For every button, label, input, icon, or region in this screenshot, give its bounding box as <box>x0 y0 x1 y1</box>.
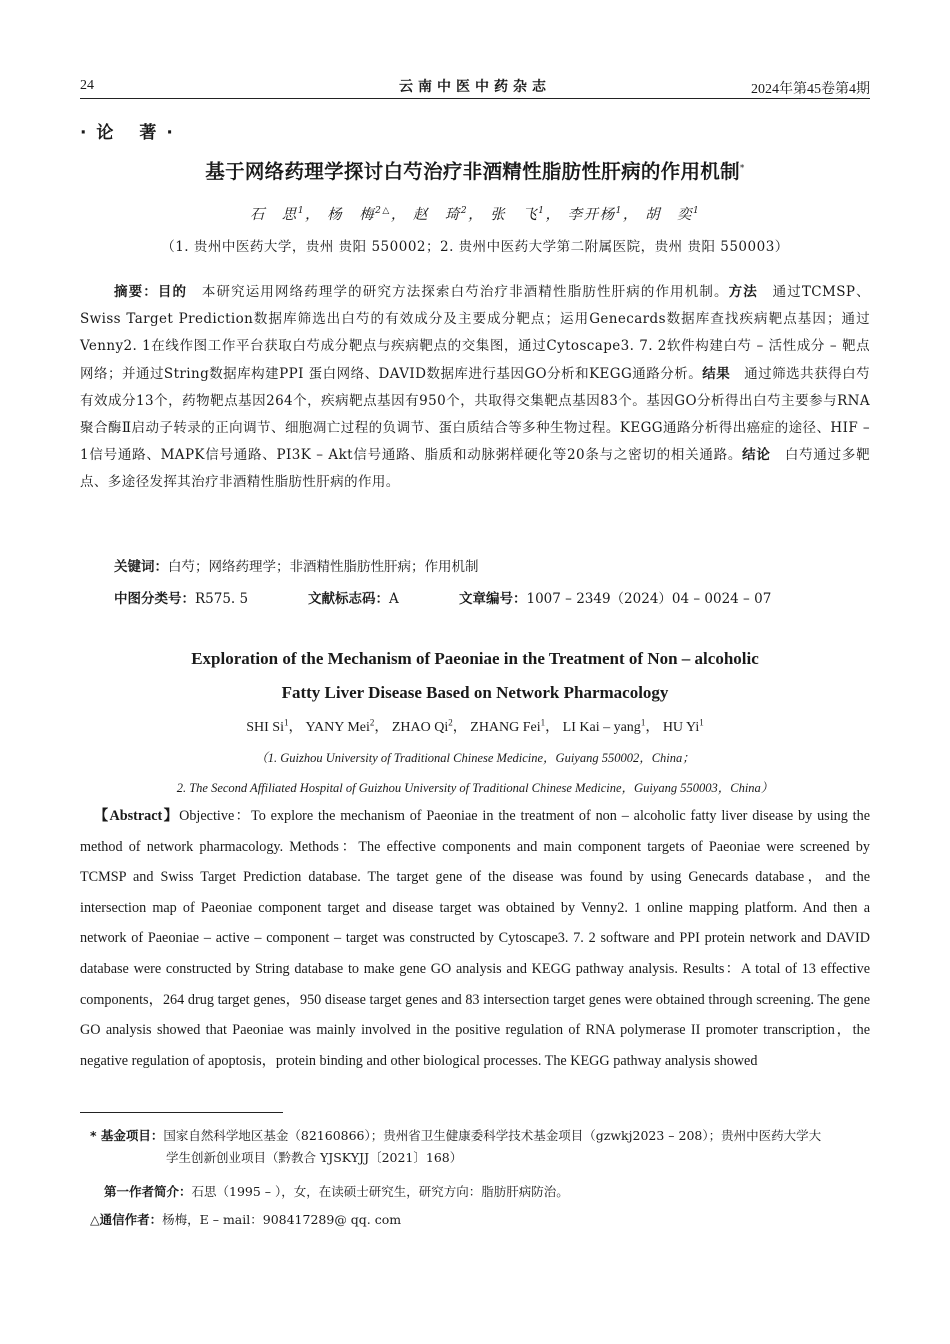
title-chinese-text: 基于网络药理学探讨白芍治疗非酒精性脂肪性肝病的作用机制 <box>205 160 740 183</box>
authors-english: SHI Si$^1$， YANY Mei$^2$， ZHAO Qi$^2$， ZHANG Fei$^1$， LI Kai – yang$^1$， HU Yi$^1$ <box>246 717 704 735</box>
author-cn-5: 李开杨$^1$ <box>567 206 623 223</box>
keywords-text: 白芍；网络药理学；非酒精性脂肪性肝病；作用机制 <box>168 559 479 575</box>
running-header <box>80 76 870 99</box>
keywords-label: 关键词： <box>114 559 168 575</box>
author-en-6: HU Yi$^1$ <box>662 717 704 735</box>
article-number: 文章编号：1007 – 2349（2024）04 – 0024 – 07 <box>459 591 772 607</box>
journal-name: 云南中医中药杂志 <box>399 79 551 95</box>
author-cn-4: 张 飞$^1$ <box>490 206 546 223</box>
title-english-line-2: Fatty Liver Disease Based on Network Pharmacology <box>281 683 669 702</box>
affiliations-chinese: （1. 贵州中医药大学，贵州 贵阳 550002；2. 贵州中医药大学第二附属医院，贵州 贵阳 550003） <box>161 239 789 255</box>
abstract-en-text: Objective：To explore the mechanism of Paeoniae in the treatment of non – alcoholic fatty liver disease by using the method of network pharmacology. Methods：The effective components and main component targets of Paeoniae were screened by TCMSP and Swiss Target Prediction database. The target gene of the disease was found by using Genecards database，and the intersection map of Paeoniae component target and disease target was obtained by Venny2. 1 online mapping platform. And then a network of Paeoniae – active – component – target was constructed by Cytoscape3. 7. 2 software and PPI protein network and DAVID database were constructed by String database to make gene GO analysis and KEGG pathway analysis. Results：A total of 13 effective components，264 drug target genes，950 disease target genes and 83 intersection target genes were obtained through screening. The gene GO analysis showed that Paeoniae was mainly involved in the positive regulation of RNA polymerase II promoter transcription，the negative regulation of apoptosis，protein binding and other biological processes. The KEGG pathway analysis showed <box>80 808 871 1069</box>
results-text: 通过筛选共获得白芍有效成分13个，药物靶点基因264个，疾病靶点基因有950个，共取得交集靶点基因83个。基因GO分析得出白芍主要参与RNA聚合酶Ⅱ启动子转录的正向调节、细胞凋亡过程的负调节、蛋白质结合等多种生物过程。KEGG通路分析得出癌症的途径、HIF – 1信号通路、MAPK信号通路、PI3K – Akt信号通路、脂质和动脉粥样硬化等20条与之密切的相关通路。 <box>80 365 870 464</box>
keywords <box>114 555 479 575</box>
abstract-english <box>80 801 870 1076</box>
section-label <box>80 118 175 143</box>
objective-label: 目的 <box>157 284 188 300</box>
author-en-1: SHI Si$^1$ <box>246 717 289 735</box>
section-dot-right: · <box>166 123 175 143</box>
corresponding-text: 杨梅，E – mail：908417289@ qq. com <box>162 1212 402 1227</box>
page-number: 24 <box>80 78 94 93</box>
footnote-first-author <box>104 1181 884 1203</box>
fund-text-1: 国家自然科学地区基金（82160866）；贵州省卫生健康委科学技术基金项目（gzwkj2023 – 208）；贵州中医药大学大 <box>163 1128 822 1143</box>
classification-line <box>114 587 772 607</box>
section-char-1: 论 <box>96 123 116 143</box>
clc-number: 中图分类号：R575. 5 <box>114 591 249 607</box>
author-en-4: ZHANG Fei$^1$ <box>470 717 546 735</box>
footnote-corresponding <box>90 1209 870 1231</box>
section-char-2: 著 <box>139 123 159 143</box>
affiliation-english-1: （1. Guizhou University of Traditional Chinese Medicine，Guiyang 550002，China； <box>255 751 695 765</box>
author-en-2: YANY Mei$^2$ <box>305 717 375 735</box>
conclusion-label: 结论 <box>742 447 771 464</box>
abstract-en-label: 【Abstract】 <box>94 808 180 824</box>
first-author-text: 石思（1995 – ），女，在读硕士研究生，研究方向：脂肪肝病防治。 <box>191 1184 569 1199</box>
author-cn-6: 胡 奕$^1$ <box>644 206 701 223</box>
section-dot-left: · <box>80 123 89 143</box>
title-fund-mark: * <box>739 163 745 174</box>
author-cn-1: 石 思$^1$ <box>249 206 306 223</box>
affiliation-english-2: 2. The Second Affiliated Hospital of Guizhou University of Traditional Chinese Medicine，Guiyang 550003，China） <box>176 781 774 795</box>
authors-chinese: 石 思$^1$， 杨 梅$^{2\triangle}$， 赵 琦$^2$， 张 飞$^1$， 李开杨$^1$， 胡 奕$^1$ <box>249 206 701 223</box>
author-en-5: LI Kai – yang$^1$ <box>562 717 646 735</box>
results-label: 结果 <box>702 365 731 382</box>
author-cn-2: 杨 梅$^{2\triangle}$ <box>327 206 391 223</box>
title-english-line-1: Exploration of the Mechanism of Paeoniae in the Treatment of Non – alcoholic <box>191 649 759 668</box>
objective-text: 本研究运用网络药理学的研究方法探索白芍治疗非酒精性脂肪性肝病的作用机制。 <box>187 284 729 300</box>
fund-label: * 基金项目： <box>90 1128 164 1143</box>
methods-label: 方法 <box>728 284 758 300</box>
issue-info: 2024年第45卷第4期 <box>751 82 870 97</box>
author-cn-3: 赵 琦$^2$ <box>412 206 469 223</box>
footnote-rule <box>80 1112 283 1113</box>
fund-text-2: 学生创新创业项目（黔教合 YJSKYJJ〔2021〕168） <box>166 1150 463 1165</box>
footnote-fund <box>90 1125 870 1169</box>
abstract-chinese <box>80 279 870 497</box>
first-author-label: 第一作者简介： <box>104 1184 192 1199</box>
author-en-3: ZHAO Qi$^2$ <box>391 717 453 735</box>
conclusion-text: 白芍通过多靶点、多途径发挥其治疗非酒精性脂肪性肝病的作用。 <box>80 447 870 491</box>
title-chinese <box>0 156 950 184</box>
methods-text: 通过TCMSP、Swiss Target Prediction数据库筛选出白芍的有效成分及主要成分靶点；运用Genecards数据库查找疾病靶点基因；通过Venny2. 1在线作图工作平台获取白芍成分靶点与疾病靶点的交集图，通过Cytoscape3. 7. 2软件构建白芍 – 活性成分 – 靶点网络；并通过String数据库构建PPI 蛋白网络、DAVID数据库进行基因GO分析和KEGG通路分析。 <box>80 284 870 382</box>
abstract-cn-label: 摘要： <box>114 284 158 300</box>
document-code: 文献标志码：A <box>308 591 399 607</box>
corresponding-label: △通信作者： <box>90 1212 163 1227</box>
